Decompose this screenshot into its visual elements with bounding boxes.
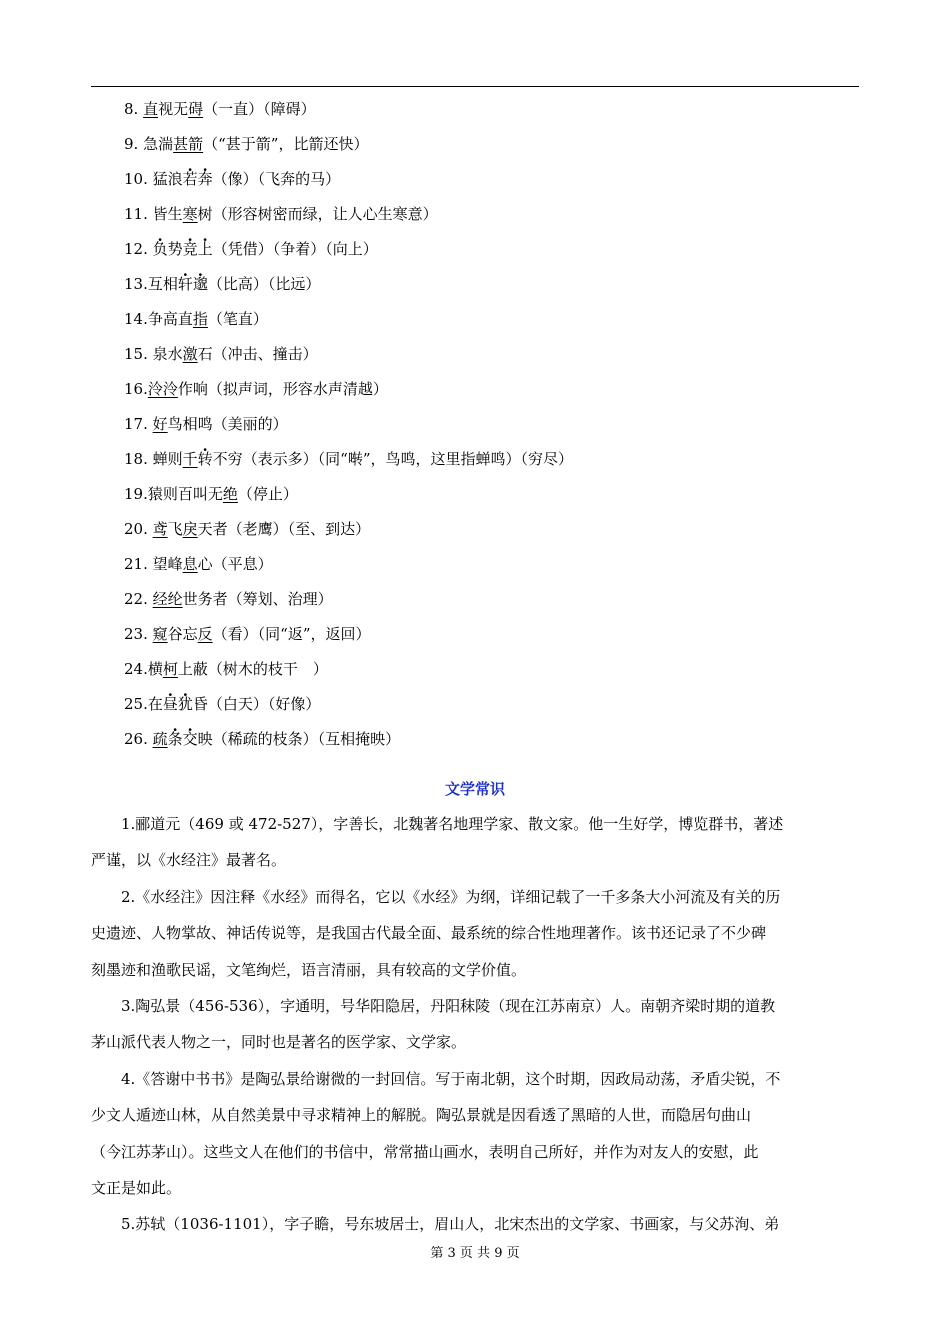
vocab-text: （一直）（障碍） <box>203 100 316 118</box>
paragraph-line: 严谨，以《水经注》最著名。 <box>91 851 287 870</box>
vocab-number: 22. <box>124 590 153 608</box>
vocab-item <box>124 442 859 477</box>
vocab-number: 11. <box>124 205 153 223</box>
underlined-term: 甚箭 <box>173 135 204 153</box>
vocab-text: 天者（老鹰）（至、到达） <box>197 520 371 538</box>
underlined-term: 戾 <box>182 520 198 538</box>
paragraph-line: 史遗迹、人物掌故、神话传说等，是我国古代最全面、最系统的综合性地理著作。该书还记录了不少碑 <box>91 924 767 943</box>
underlined-term: 寒 <box>182 205 198 223</box>
vocab-text: （像）（飞奔的马） <box>212 170 341 188</box>
paragraph-line: 文正是如此。 <box>91 1179 182 1198</box>
vocab-item <box>124 162 859 197</box>
vocab-item <box>124 92 859 127</box>
dotted-char: 转 <box>197 450 213 468</box>
vocab-item <box>124 127 859 162</box>
dotted-char: 若 <box>182 170 198 188</box>
vocab-number: 25. <box>124 695 148 713</box>
vocab-text: 在 <box>147 695 163 713</box>
vocabulary-list <box>124 92 859 757</box>
dotted-char: 上 <box>197 240 213 258</box>
vocab-text: 横 <box>147 660 163 678</box>
underlined-term: 千 <box>182 450 198 468</box>
vocab-item <box>124 652 859 687</box>
vocab-number: 24. <box>124 660 148 678</box>
vocab-number: 21. <box>124 555 153 573</box>
vocab-text: 视无 <box>158 100 189 118</box>
vocab-item <box>124 407 859 442</box>
underlined-term: 疏 <box>152 730 168 748</box>
paragraph-line: 茅山派代表人物之一，同时也是著名的医学家、文学家。 <box>91 1033 467 1052</box>
paragraph <box>91 1206 859 1242</box>
underlined-term: 鸢 <box>152 520 168 538</box>
dotted-char: 邈 <box>192 275 208 293</box>
paragraph-line: 1.郦道元（469 或 472-527），字善长，北魏著名地理学家、散文家。他一生好学，博览群书，著述 <box>121 815 784 833</box>
underlined-term: 指 <box>192 310 208 328</box>
vocab-text: 势 <box>167 240 183 258</box>
vocab-text: 树（形容树密而绿，让人心生寒意） <box>197 205 438 223</box>
vocab-item <box>124 232 859 267</box>
underlined-term: 泠泠 <box>147 380 178 398</box>
vocab-text: 上蔽（树木的枝干 ） <box>177 660 328 678</box>
vocab-text: 心（平息） <box>197 555 273 573</box>
vocab-number: 23. <box>124 625 153 643</box>
vocab-text: （看）（同“返”，返回） <box>212 625 371 643</box>
vocab-text: 皆生 <box>152 205 183 223</box>
vocab-text: 互相 <box>147 275 178 293</box>
underlined-term: 绝 <box>222 485 238 503</box>
vocab-number: 19. <box>124 485 148 503</box>
dotted-char: 昼 <box>162 695 178 713</box>
vocab-item <box>124 197 859 232</box>
vocab-number: 17. <box>124 415 153 433</box>
dotted-char: 条 <box>167 730 183 748</box>
vocab-item <box>124 477 859 512</box>
vocab-text: 猛浪 <box>152 170 183 188</box>
underlined-term: 柯 <box>162 660 178 678</box>
vocab-text: 鸟相鸣（美丽的） <box>167 415 288 433</box>
vocab-text: 争高直 <box>147 310 193 328</box>
vocab-text: 急湍 <box>143 135 174 153</box>
vocab-item <box>124 512 859 547</box>
vocab-item <box>124 267 859 302</box>
vocab-item <box>124 337 859 372</box>
vocab-text: 蝉则 <box>152 450 183 468</box>
page-footer: 第 3 页 共 9 页 <box>430 1246 520 1261</box>
underlined-term: 窥 <box>152 625 168 643</box>
vocab-number: 13. <box>124 275 148 293</box>
underlined-term: 好 <box>152 415 168 433</box>
vocab-text: 谷忘 <box>167 625 198 643</box>
underlined-term: 激 <box>182 345 198 363</box>
vocab-text: 泉水 <box>152 345 183 363</box>
vocab-item <box>124 302 859 337</box>
header-rule <box>91 86 859 87</box>
paragraph-line: 刻墨迹和渔歌民谣，文笔绚烂，语言清丽，具有较高的文学价值。 <box>91 960 527 979</box>
underlined-term: 直 <box>143 100 159 118</box>
vocab-text: （停止） <box>237 485 298 503</box>
vocab-item <box>124 722 859 757</box>
vocab-text: （比高）（比远） <box>207 275 321 293</box>
paragraph <box>91 806 859 879</box>
vocab-number: 15. <box>124 345 153 363</box>
paragraph-line: 2.《水经注》因注释《水经》而得名，它以《水经》为纲，详细记载了一千多条大小河流及有关的历 <box>121 887 781 906</box>
dotted-char: 竞 <box>182 240 198 258</box>
underlined-term: 经纶 <box>152 590 183 608</box>
vocab-number: 16. <box>124 380 148 398</box>
vocab-item <box>124 547 859 582</box>
vocab-number: 8. <box>124 100 144 118</box>
section-title: 文学常识 <box>444 780 505 798</box>
vocab-number: 26. <box>124 730 153 748</box>
dotted-char: 轩 <box>177 275 193 293</box>
vocab-number: 18. <box>124 450 153 468</box>
paragraph-line: 4.《答谢中书书》是陶弘景给谢微的一封回信。写于南北朝，这个时期，因政局动荡，矛盾尖锐，不 <box>121 1069 781 1088</box>
dotted-char: 奔 <box>197 170 213 188</box>
paragraph <box>91 879 859 988</box>
vocab-text: 猿则百叫无 <box>147 485 223 503</box>
vocab-text: 石（冲击、撞击） <box>197 345 318 363</box>
dotted-char: 犹 <box>177 695 193 713</box>
vocab-number: 14. <box>124 310 148 328</box>
vocab-text: 作响（拟声词，形容水声清越） <box>177 380 388 398</box>
vocab-item <box>124 372 859 407</box>
vocab-item <box>124 687 859 722</box>
underlined-term: 反 <box>197 625 213 643</box>
paragraph-line: 3.陶弘景（456-536），字通明，号华阳隐居，丹阳秣陵（现在江苏南京）人。南朝齐梁时期的道教 <box>121 997 776 1016</box>
paragraph <box>91 988 859 1061</box>
vocab-text: （凭借）（争着）（向上） <box>212 240 378 258</box>
dotted-char: 负 <box>152 240 168 258</box>
dotted-char: 交 <box>182 730 198 748</box>
underlined-term: 碍 <box>188 100 204 118</box>
vocab-number: 20. <box>124 520 153 538</box>
paragraph-line: 少文人遁迹山林，从自然美景中寻求精神上的解脱。陶弘景就是因看透了黑暗的人世，而隐居句曲山 <box>91 1106 752 1125</box>
paragraph <box>91 1061 859 1207</box>
underlined-term: 息 <box>182 555 198 573</box>
literature-paragraphs <box>91 806 859 1243</box>
vocab-number: 12. <box>124 240 153 258</box>
vocab-text: （笔直） <box>207 310 268 328</box>
vocab-number: 9. <box>124 135 144 153</box>
paragraph-line: （今江苏茅山）。这些文人在他们的书信中，常常描山画水，表明自己所好，并作为对友人的安慰，此 <box>91 1142 759 1161</box>
vocab-item <box>124 617 859 652</box>
vocab-text: 映（稀疏的枝条）（互相掩映） <box>197 730 401 748</box>
vocab-text: 望峰 <box>152 555 183 573</box>
vocab-text: 昏（白天）（好像） <box>192 695 321 713</box>
vocab-text: 世务者（筹划、治理） <box>182 590 333 608</box>
vocab-text: 不穷（表示多）（同“啭”，鸟鸣，这里指蝉鸣）（穷尽） <box>212 450 574 468</box>
vocab-text: （“甚于箭”，比箭还快） <box>203 135 369 153</box>
vocab-text: 飞 <box>167 520 183 538</box>
paragraph-line: 5.苏轼（1036-1101），字子瞻，号东坡居士，眉山人，北宋杰出的文学家、书画家，与父苏洵、弟 <box>121 1215 780 1234</box>
vocab-item <box>124 582 859 617</box>
vocab-number: 10. <box>124 170 153 188</box>
